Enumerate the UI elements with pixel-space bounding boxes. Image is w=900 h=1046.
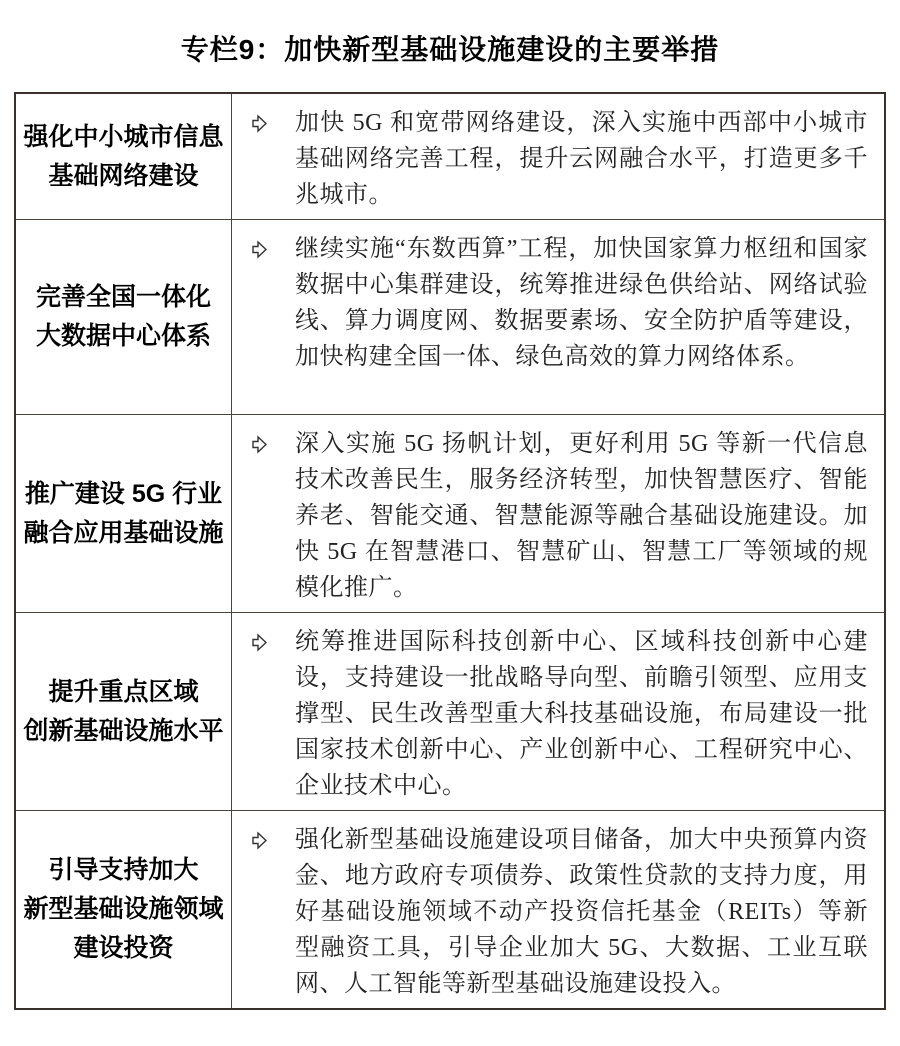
detail-cell [232,94,884,219]
topic-line: 融合应用基础设施 [23,518,224,547]
topic-line: 新型基础设施领域 [23,895,224,923]
detail-cell [232,220,884,414]
topic-line: 提升重点区域 [48,677,199,706]
detail-cell [232,613,884,810]
detail-cell [232,415,884,612]
topic-line: 强化中小城市信息 [23,122,224,151]
topic-cell [16,415,232,612]
detail-text: 加快 5G 和宽带网络建设，深入实施中西部中小城市基础网络完善工程，提升云网融合水平，打造更多千兆城市。 [295,110,868,208]
detail-text: 统筹推进国际科技创新中心、区域科技创新中心建设，支持建设一批战略导向型、前瞻引领型、应用支撑型、民生改善型重大科技基础设施，布局建设一批国家技术创新中心、产业创新中心、工程研究中心、企业技术中心。 [295,629,868,799]
topic-cell [16,811,232,1008]
page-title: 专栏9：加快新型基础设施建设的主要举措 [180,34,720,65]
white-right-arrow-icon [250,631,278,654]
topic-cell [16,220,232,414]
table-row [16,219,884,414]
topic-line: 建设投资 [73,934,174,962]
topic-line: 创新基础设施水平 [23,716,224,745]
white-right-arrow-icon [250,433,278,456]
topic-line: 基础网络建设 [48,161,199,190]
topic-cell [16,94,232,219]
white-right-arrow-icon [250,238,278,261]
table-row [16,810,884,1008]
table-row [16,94,884,219]
table-row [16,414,884,612]
topic-line: 推广建设 5G 行业 [24,479,223,508]
detail-text: 继续实施“东数西算”工程，加快国家算力枢纽和国家数据中心集群建设，统筹推进绿色供给站、网络试验线、算力调度网、数据要素场、安全防护盾等建设，加快构建全国一体、绿色高效的算力网络体系。 [295,236,868,370]
detail-text: 强化新型基础设施建设项目储备，加大中央预算内资金、地方政府专项债券、政策性贷款的支持力度，用好基础设施领域不动产投资信托基金（REITs）等新型融资工具，引导企业加大 5G、大数据、工业互联网、人工智能等新型基础设施建设投入。 [295,827,868,997]
white-right-arrow-icon [250,112,278,135]
table-row [16,612,884,810]
topic-cell [16,613,232,810]
white-right-arrow-icon [250,829,278,852]
topic-line: 大数据中心体系 [35,322,211,350]
topic-line: 引导支持加大 [48,856,199,884]
detail-text: 深入实施 5G 扬帆计划，更好利用 5G 等新一代信息技术改善民生，服务经济转型，加快智慧医疗、智能养老、智能交通、智慧能源等融合基础设施建设。加快 5G 在智慧港口、智慧矿山、智慧工厂等领域的规模化推广。 [295,431,868,601]
detail-cell [232,811,884,1008]
document-page [0,30,900,1046]
topic-line: 完善全国一体化 [35,283,211,311]
measures-table [14,92,886,1010]
